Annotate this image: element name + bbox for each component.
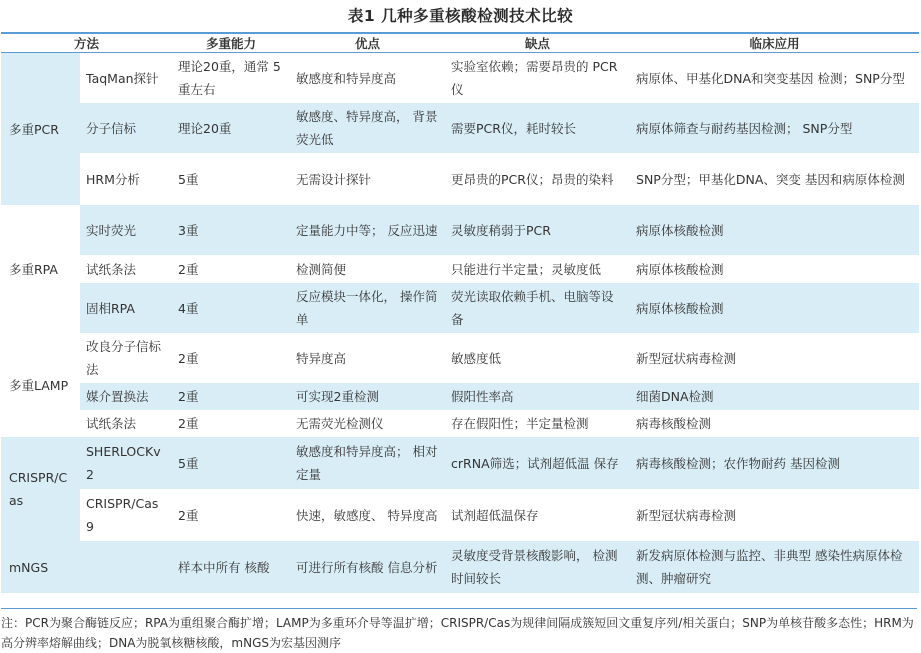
table-number: 表1 [347,7,376,25]
pros-cell: 特异度高 [290,333,445,383]
clinical-cell: 病毒核酸检测 [630,410,919,437]
capacity-cell: 2重 [172,333,290,383]
clinical-cell: 新型冠状病毒检测 [630,333,919,383]
header-pros: 优点 [290,33,445,53]
capacity-cell: 2重 [172,489,290,541]
clinical-cell: 病原体、甲基化DNA和突变基因 检测；SNP分型 [630,53,919,104]
cons-cell: 灵敏度受背景核酸影响， 检测时间较长 [445,541,630,593]
table-row [1,205,919,255]
capacity-cell: 2重 [172,410,290,437]
clinical-cell: 新发病原体检测与监控、非典型 感染性病原体检测、肿瘤研究 [630,541,919,593]
capacity-cell: 4重 [172,283,290,333]
group-label: 多重RPA [1,205,80,333]
capacity-cell: 样本中所有 核酸 [172,541,290,593]
capacity-cell: 3重 [172,205,290,255]
clinical-cell: 病原体核酸检测 [630,255,919,283]
table-row [1,333,919,383]
pros-cell: 快速，敏感度、 特异度高 [290,489,445,541]
cons-cell: 荧光读取依赖手机、电脑等设备 [445,283,630,333]
table-footnote: 注：PCR为聚合酶链反应；RPA为重组聚合酶扩增；LAMP为多重环介导等温扩增；CRISPR/Cas为规律间隔成簇短回文重复序列/相关蛋白；SNP为单核苷酸多态性；HRM为高分辨率熔解曲线；DNA为脱氧核糖核酸，mNGS为宏基因测序 [1,608,917,653]
table-row [1,383,919,410]
cons-cell: 需要PCR仪，耗时较长 [445,103,630,153]
cons-cell: 只能进行半定量；灵敏度低 [445,255,630,283]
method-cell: 试纸条法 [80,255,172,283]
pros-cell: 可实现2重检测 [290,383,445,410]
group-label: CRISPR/Cas [1,437,80,541]
capacity-cell: 理论20重 [172,103,290,153]
method-cell: HRM分析 [80,153,172,205]
capacity-cell: 2重 [172,383,290,410]
clinical-cell: 细菌DNA检测 [630,383,919,410]
cons-cell: 假阳性率高 [445,383,630,410]
table-row [1,489,919,541]
cons-cell: crRNA筛选；试剂超低温 保存 [445,437,630,489]
clinical-cell: 病原体核酸检测 [630,283,919,333]
clinical-cell: 新型冠状病毒检测 [630,489,919,541]
table-row [1,541,919,593]
cons-cell: 更昂贵的PCR仪；昂贵的染料 [445,153,630,205]
capacity-cell: 理论20重，通常 5 重左右 [172,53,290,104]
method-cell: 固相RPA [80,283,172,333]
method-cell: 分子信标 [80,103,172,153]
table-row [1,153,919,205]
header-cons: 缺点 [445,33,630,53]
pros-cell: 无需荧光检测仪 [290,410,445,437]
header-method: 方法 [1,33,172,53]
clinical-cell: 病原体核酸检测 [630,205,919,255]
table-caption: 几种多重核酸检测技术比较 [381,7,574,25]
cons-cell: 灵敏度稍弱于PCR [445,205,630,255]
pros-cell: 可进行所有核酸 信息分析 [290,541,445,593]
table-row [1,53,919,104]
method-cell: SHERLOCKv2 [80,437,172,489]
method-cell: 改良分子信标法 [80,333,172,383]
table-row [1,283,919,333]
pros-cell: 无需设计探针 [290,153,445,205]
method-cell: 实时荧光 [80,205,172,255]
clinical-cell: SNP分型；甲基化DNA、突变 基因和病原体检测 [630,153,919,205]
table-row [1,103,919,153]
capacity-cell: 5重 [172,437,290,489]
table-row [1,255,919,283]
pros-cell: 定量能力中等； 反应迅速 [290,205,445,255]
method-cell: CRISPR/Cas9 [80,489,172,541]
method-cell: TaqMan探针 [80,53,172,104]
table-row [1,410,919,437]
capacity-cell: 2重 [172,255,290,283]
header-capacity: 多重能力 [172,33,290,53]
cons-cell: 存在假阳性；半定量检测 [445,410,630,437]
method-cell [80,541,172,593]
comparison-table [1,32,919,593]
table-title [0,4,921,26]
clinical-cell: 病原体筛查与耐药基因检测； SNP分型 [630,103,919,153]
cons-cell: 试剂超低温保存 [445,489,630,541]
table-row [1,437,919,489]
method-cell: 媒介置换法 [80,383,172,410]
group-label: 多重LAMP [1,333,80,437]
pros-cell: 检测简便 [290,255,445,283]
group-label: mNGS [1,541,80,593]
clinical-cell: 病毒核酸检测；农作物耐药 基因检测 [630,437,919,489]
pros-cell: 反应模块一体化， 操作简单 [290,283,445,333]
pros-cell: 敏感度、特异度高， 背景荧光低 [290,103,445,153]
header-clinical: 临床应用 [630,33,919,53]
pros-cell: 敏感度和特异度高； 相对定量 [290,437,445,489]
capacity-cell: 5重 [172,153,290,205]
method-cell: 试纸条法 [80,410,172,437]
header-row [1,33,919,53]
group-label: 多重PCR [1,53,80,206]
pros-cell: 敏感度和特异度高 [290,53,445,104]
cons-cell: 敏感度低 [445,333,630,383]
cons-cell: 实验室依赖；需要昂贵的 PCR仪 [445,53,630,104]
